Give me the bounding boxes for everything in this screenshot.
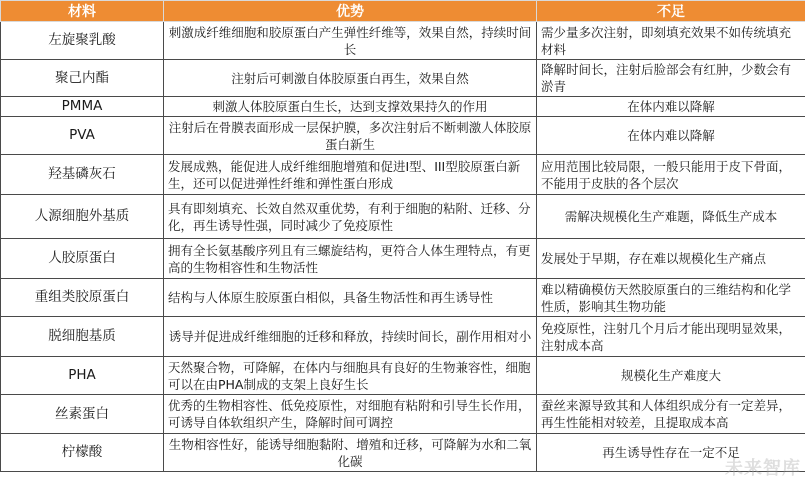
disadvantage-cell: 在体内难以降解 xyxy=(537,97,805,117)
advantage-cell: 注射后可刺激自体胶原蛋白再生，效果自然 xyxy=(164,60,537,97)
material-cell: 柠檬酸 xyxy=(1,434,164,472)
advantage-cell: 结构与人体原生胶原蛋白相似，具备生物活性和再生诱导性 xyxy=(164,279,537,317)
disadvantage-cell: 应用范围比较局限，一般只能用于皮下骨面，不能用于皮肤的各个层次 xyxy=(537,155,805,195)
disadvantage-cell: 免疫原性，注射几个月后才能出现明显效果，注射成本高 xyxy=(537,317,805,357)
disadvantage-cell: 难以精确模仿天然胶原蛋白的三维结构和化学性质，影响其生物功能 xyxy=(537,279,805,317)
material-cell: 左旋聚乳酸 xyxy=(1,22,164,60)
table-row xyxy=(1,195,805,239)
material-cell: 羟基磷灰石 xyxy=(1,155,164,195)
disadvantage-cell: 降解时间长，注射后脸部会有红肿，少数会有淤青 xyxy=(537,60,805,97)
table-row xyxy=(1,117,805,155)
header-disadvantage: 不足 xyxy=(537,1,805,22)
disadvantage-cell: 规模化生产难度大 xyxy=(537,357,805,395)
table-row xyxy=(1,279,805,317)
advantage-cell: 生物相容性好，能诱导细胞黏附、增殖和迁移，可降解为水和二氧化碳 xyxy=(164,434,537,472)
table-row xyxy=(1,395,805,434)
advantage-cell: 注射后在骨膜表面形成一层保护膜，多次注射后不断刺激人体胶原蛋白新生 xyxy=(164,117,537,155)
table-row xyxy=(1,434,805,472)
table-row xyxy=(1,22,805,60)
table-row xyxy=(1,357,805,395)
material-cell: 人胶原蛋白 xyxy=(1,239,164,279)
material-cell: 人源细胞外基质 xyxy=(1,195,164,239)
disadvantage-cell: 在体内难以降解 xyxy=(537,117,805,155)
advantage-cell: 拥有全长氨基酸序列且有三螺旋结构，更符合人体生理特点，有更高的生物相容性和生物活性 xyxy=(164,239,537,279)
disadvantage-cell: 需解决规模化生产难题，降低生产成本 xyxy=(537,195,805,239)
material-cell: 重组类胶原蛋白 xyxy=(1,279,164,317)
table-row xyxy=(1,317,805,357)
material-cell: 聚己内酯 xyxy=(1,60,164,97)
material-cell: 脱细胞基质 xyxy=(1,317,164,357)
advantage-cell: 优秀的生物相容性、低免疫原性，对细胞有粘附和引导生长作用，可诱导自体软组织产生，降解时间可调控 xyxy=(164,395,537,434)
table-row xyxy=(1,239,805,279)
material-cell: PVA xyxy=(1,117,164,155)
material-cell: PMMA xyxy=(1,97,164,117)
disadvantage-cell: 再生诱导性存在一定不足 xyxy=(537,434,805,472)
disadvantage-cell: 发展处于早期，存在难以规模化生产痛点 xyxy=(537,239,805,279)
disadvantage-cell: 需少量多次注射，即刻填充效果不如传统填充材料 xyxy=(537,22,805,60)
table-header-row xyxy=(1,1,805,22)
material-cell: 丝素蛋白 xyxy=(1,395,164,434)
watermark: 未来智库 xyxy=(725,458,801,479)
header-advantage: 优势 xyxy=(164,1,537,22)
advantage-cell: 发展成熟，能促进人成纤维细胞增殖和促进I型、III型胶原蛋白新生，还可以促进弹性纤维和弹性蛋白形成 xyxy=(164,155,537,195)
advantage-cell: 刺激成纤维细胞和胶原蛋白产生弹性纤维等，效果自然，持续时间长 xyxy=(164,22,537,60)
disadvantage-cell: 蚕丝来源导致其和人体组织成分有一定差异，再生性能相对较差，且提取成本高 xyxy=(537,395,805,434)
advantage-cell: 天然聚合物，可降解，在体内与细胞具有良好的生物兼容性，细胞可以在由PHA制成的支架上良好生长 xyxy=(164,357,537,395)
material-cell: PHA xyxy=(1,357,164,395)
advantage-cell: 具有即刻填充、长效自然双重优势，有利于细胞的粘附、迁移、分化，再生诱导性强，同时减少了免疫原性 xyxy=(164,195,537,239)
header-material: 材料 xyxy=(1,1,164,22)
table-row xyxy=(1,97,805,117)
table-row xyxy=(1,60,805,97)
advantage-cell: 刺激人体胶原蛋白生长，达到支撑效果持久的作用 xyxy=(164,97,537,117)
table-row xyxy=(1,155,805,195)
advantage-cell: 诱导并促进成纤维细胞的迁移和释放，持续时间长，副作用相对小 xyxy=(164,317,537,357)
